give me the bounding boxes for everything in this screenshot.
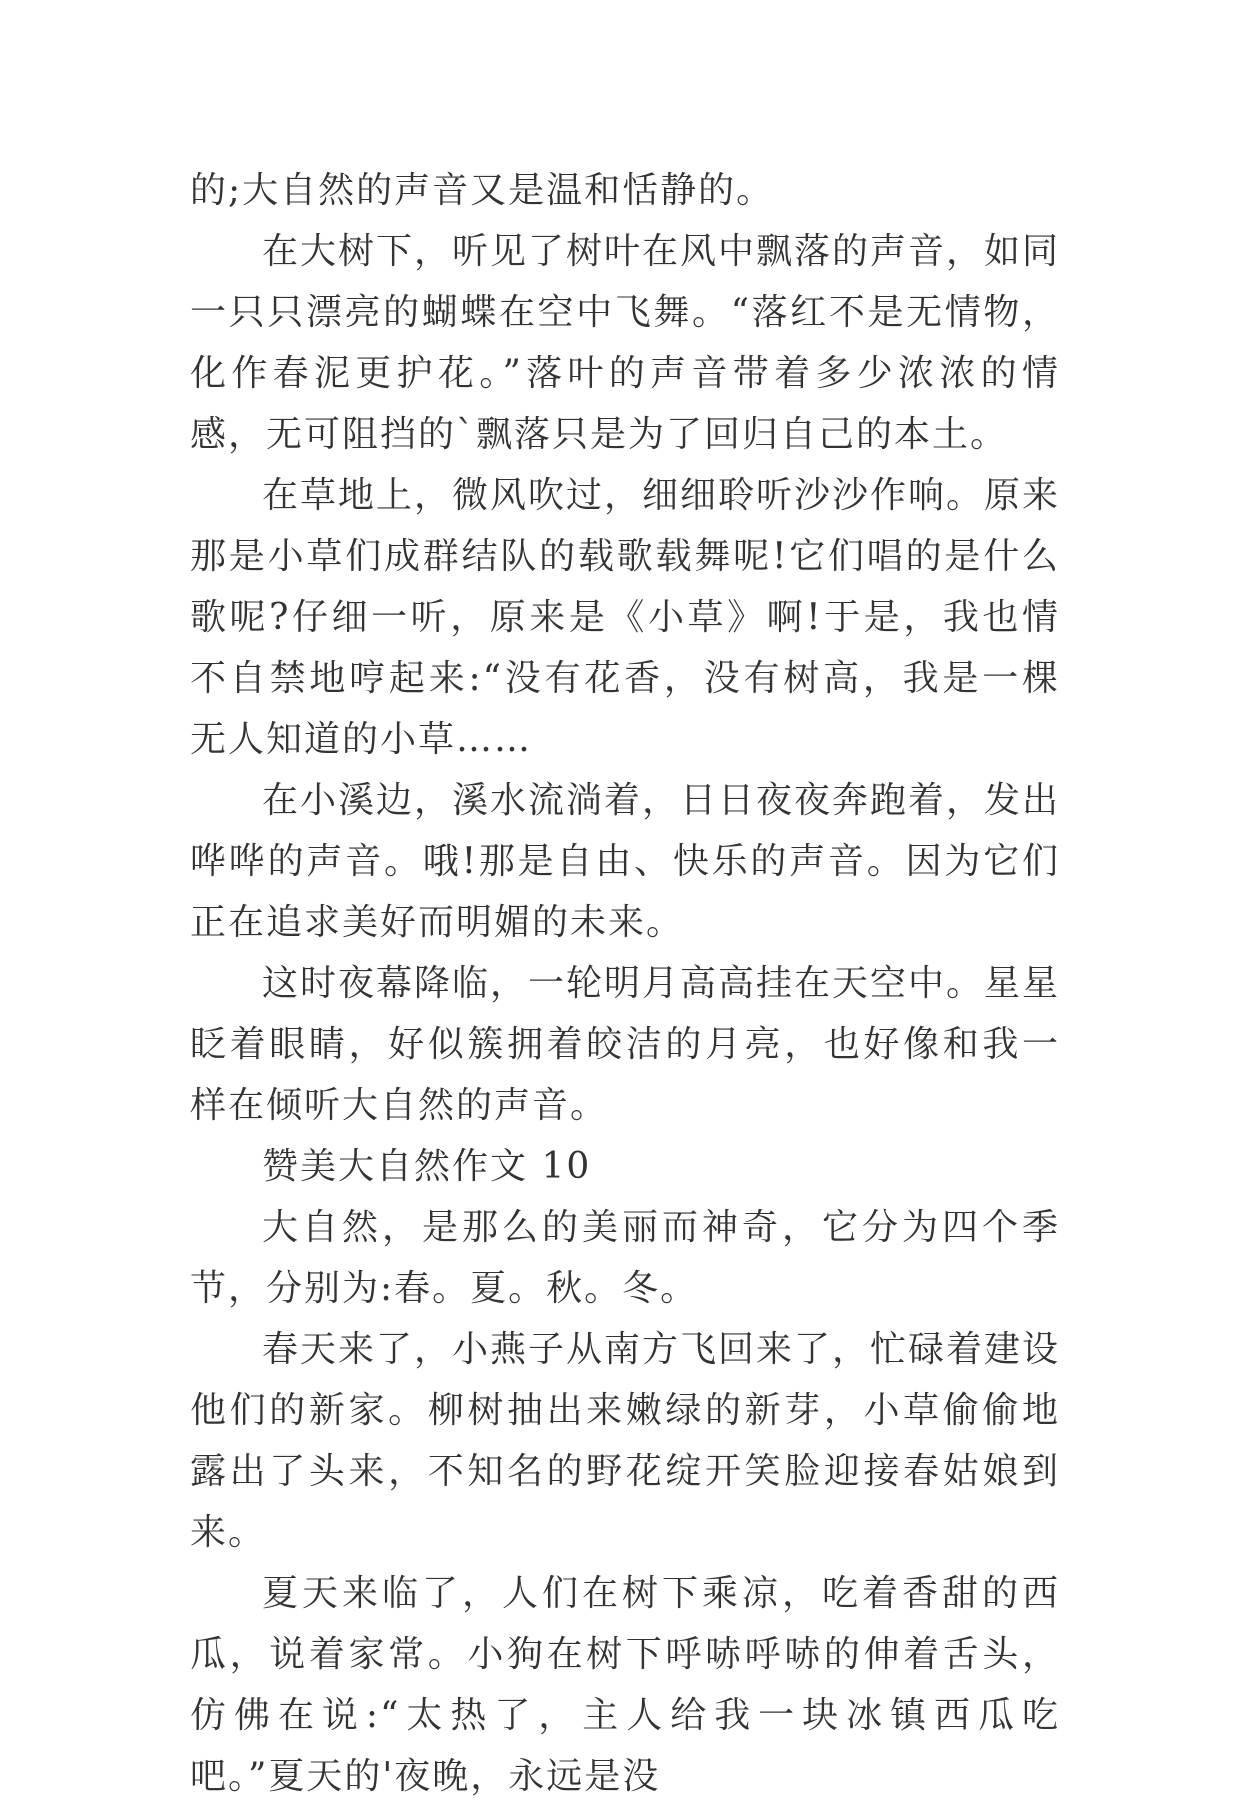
paragraph-8: 夏天来临了，人们在树下乘凉，吃着香甜的西瓜，说着家常。小狗在树下呼哧呼哧的伸着舌头，仿佛在说:“太热了，主人给我一块冰镇西瓜吃吧。”夏天的'夜晚，永远是没 (190, 1573, 1060, 1797)
paragraph-1: 的;大自然的声音又是温和恬静的。 (190, 170, 775, 211)
paragraph-4: 在小溪边，溪水流淌着，日日夜夜奔跑着，发出哗哗的声音。哦!那是自由、快乐的声音。因为它们正在追求美好而明媚的未来。 (190, 780, 1061, 943)
section-heading: 赞美大自然作文 10 (262, 1146, 592, 1187)
paragraph-3: 在草地上，微风吹过，细细聆听沙沙作响。原来那是小草们成群结队的载歌载舞呢!它们唱的是什么歌呢?仔细一听，原来是《小草》啊!于是，我也情不自禁地哼起来:“没有花香，没有树高，我是一棵无人知道的小草…… (190, 475, 1061, 760)
paragraph-7: 春天来了，小燕子从南方飞回来了，忙碌着建设他们的新家。柳树抽出来嫩绿的新芽，小草偷偷地露出了头来，不知名的野花绽开笑脸迎接春姑娘到来。 (190, 1329, 1061, 1553)
paragraph-2: 在大树下，听见了树叶在风中飘落的声音，如同一只只漂亮的蝴蝶在空中飞舞。“落红不是无情物，化作春泥更护花。”落叶的声音带着多少浓浓的情感，无可阻挡的`飘落只是为了回归自己的本土。 (190, 231, 1061, 455)
paragraph-5: 这时夜幕降临，一轮明月高高挂在天空中。星星眨着眼睛，好似簇拥着皎洁的月亮，也好像和我一样在倾听大自然的声音。 (190, 963, 1061, 1126)
paragraph-6: 大自然，是那么的美丽而神奇，它分为四个季节，分别为:春。夏。秋。冬。 (190, 1207, 1060, 1309)
document-body (190, 160, 1060, 1807)
